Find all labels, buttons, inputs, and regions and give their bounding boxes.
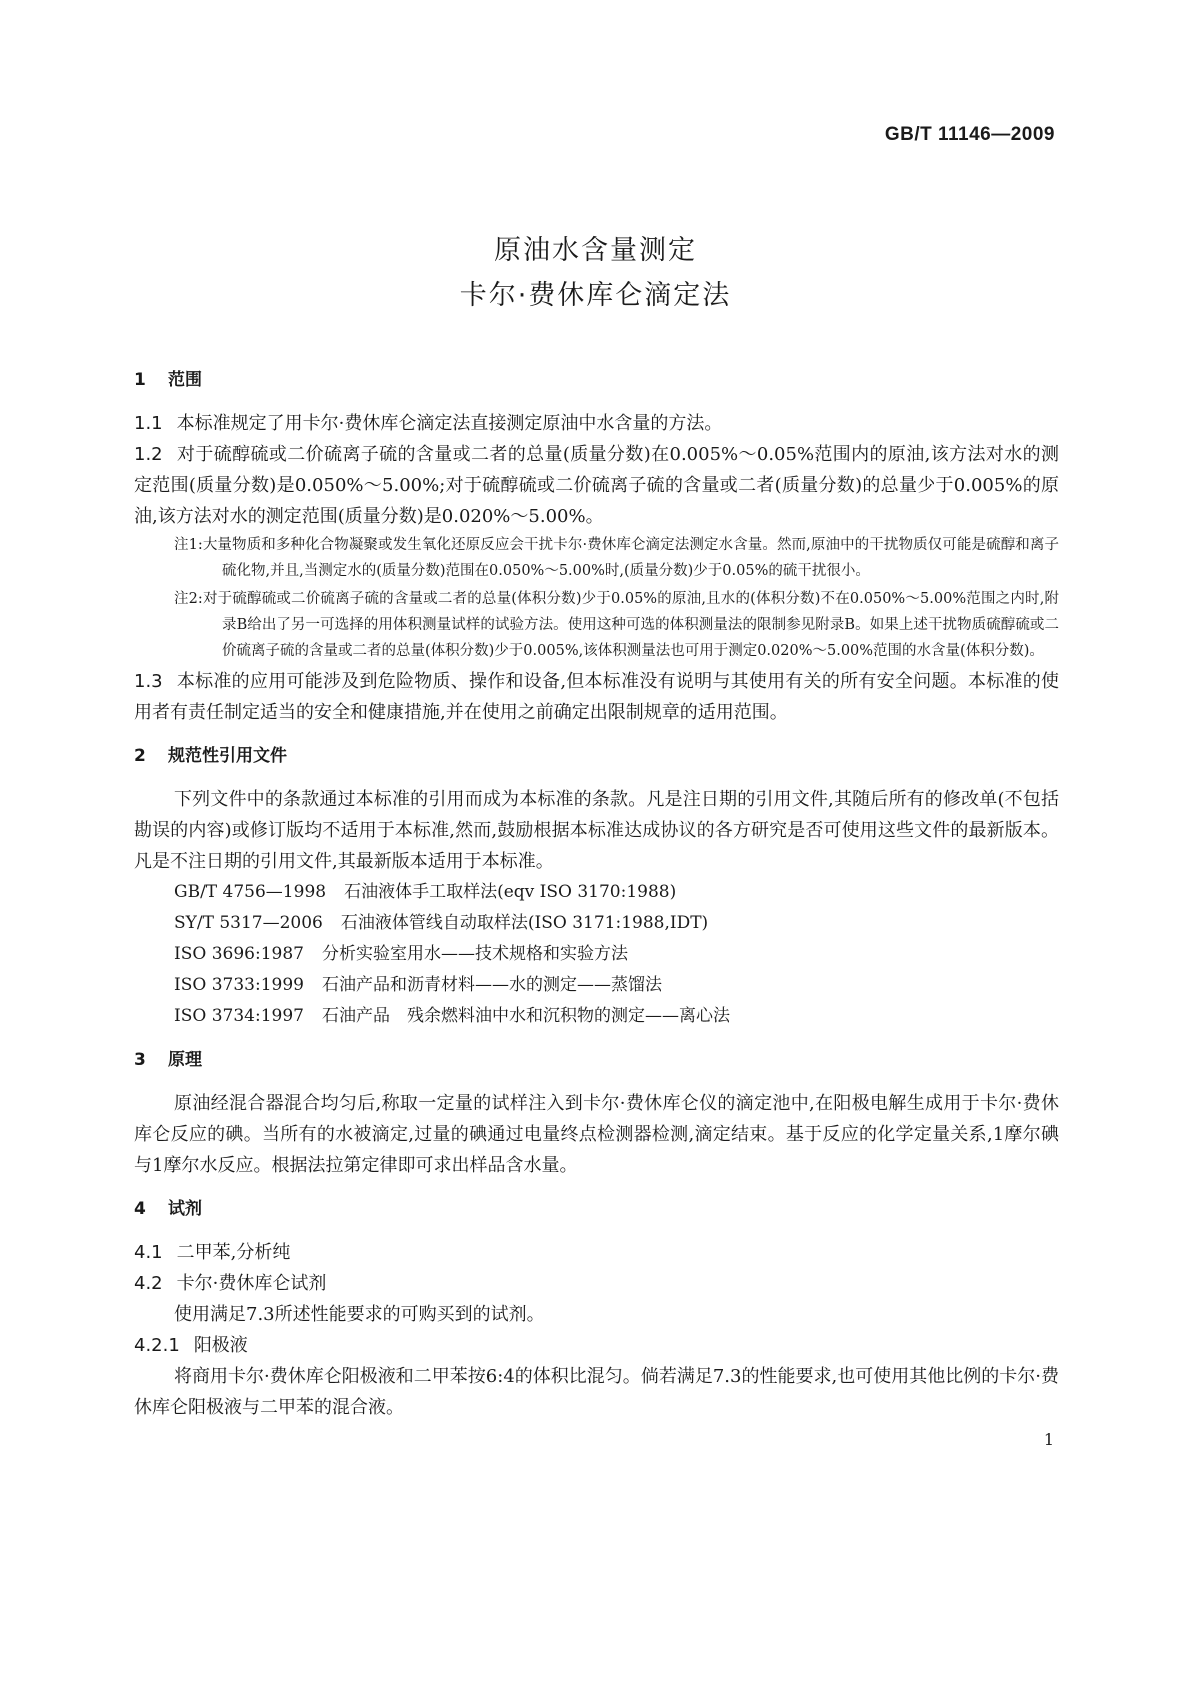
clause-text: 阳极液: [193, 1335, 248, 1356]
document-body: [134, 360, 1059, 1423]
reference-title: 石油液体手工取样法(eqv ISO 3170:1988): [344, 882, 677, 902]
clause-1-3: [134, 666, 1059, 728]
section-heading-scope: [134, 360, 1059, 400]
clause-text: 对于硫醇硫或二价硫离子硫的含量或二者的总量(质量分数)在0.005%～0.05%范围内的原油,该方法对水的测定范围(质量分数)是0.050%～5.00%;对于硫醇硫或二价硫离子硫的含量或二者(质量分数)的总量少于0.005%的原油,该方法对水的测定范围(质量分数)是0.020%～5.00%。: [134, 444, 1059, 527]
reference-code: ISO 3734:1997: [174, 1006, 304, 1026]
section-heading-reagents: [134, 1189, 1059, 1229]
clause-number: 4.2: [134, 1273, 163, 1294]
clause-text: 卡尔·费休库仑试剂: [176, 1273, 327, 1294]
note-1: 注1:大量物质和多种化合物凝聚或发生氧化还原反应会干扰卡尔·费休库仑滴定法测定水含量。然而,原油中的干扰物质仅可能是硫醇和离子硫化物,并且,当测定水的(质量分数)范围在0.050%～5.00%时,(质量分数)少于0.05%的硫干扰很小。: [174, 537, 1059, 579]
clause-4-2-body: 使用满足7.3所述性能要求的可购买到的试剂。: [174, 1304, 545, 1325]
reference-code: ISO 3696:1987: [174, 944, 304, 964]
section-title: 原理: [168, 1050, 202, 1070]
clause-4-1: [134, 1237, 1059, 1268]
reference-title: 分析实验室用水——技术规格和实验方法: [321, 944, 628, 964]
clause-text: 本标准规定了用卡尔·费休库仑滴定法直接测定原油中水含量的方法。: [176, 413, 723, 434]
clause-number: 1.3: [134, 671, 163, 692]
clause-number: 1.1: [134, 413, 163, 434]
reference-item: [134, 1001, 1059, 1032]
clause-4-2: [134, 1268, 1059, 1299]
section-number: 3: [134, 1050, 146, 1070]
section-number: 2: [134, 746, 146, 766]
clause-1-2: [134, 439, 1059, 532]
reference-title: 石油液体管线自动取样法(ISO 3171:1988,IDT): [340, 913, 709, 933]
reference-title: 石油产品 残余燃料油中水和沉积物的测定——离心法: [321, 1006, 730, 1026]
reference-item: [134, 877, 1059, 908]
reference-item: [134, 908, 1059, 939]
section-title: 规范性引用文件: [168, 746, 287, 766]
clause-4-2-1: [134, 1330, 1059, 1361]
section-title: 试剂: [168, 1199, 202, 1219]
note-2: 注2:对于硫醇硫或二价硫离子硫的含量或二者的总量(体积分数)少于0.05%的原油,且水的(体积分数)不在0.050%～5.00%范围之内时,附录B给出了另一可选择的用体积测量试样的试验方法。使用这种可选的体积测量法的限制参见附录B。如果上述干扰物质硫醇硫或二价硫离子硫的含量或二者的总量(体积分数)少于0.005%,该体积测量法也可用于测定0.020%～5.00%范围的水含量(体积分数)。: [174, 591, 1059, 659]
reference-title: 石油产品和沥青材料——水的测定——蒸馏法: [321, 975, 662, 995]
clause-number: 4.1: [134, 1242, 163, 1263]
clause-number: 4.2.1: [134, 1335, 180, 1356]
standard-code: GB/T 11146—2009: [884, 124, 1055, 145]
section-title: 范围: [168, 370, 202, 390]
page-number: 1: [1043, 1430, 1054, 1449]
clause-number: 1.2: [134, 444, 163, 465]
reference-code: GB/T 4756—1998: [174, 882, 327, 902]
clause-1-1: [134, 408, 1059, 439]
reference-item: [134, 939, 1059, 970]
clause-text: 二甲苯,分析纯: [176, 1242, 291, 1263]
references-intro: 下列文件中的条款通过本标准的引用而成为本标准的条款。凡是注日期的引用文件,其随后所有的修改单(不包括勘误的内容)或修订版均不适用于本标准,然而,鼓励根据本标准达成协议的各方研究是否可使用这些文件的最新版本。凡是不注日期的引用文件,其最新版本适用于本标准。: [134, 789, 1059, 872]
section-number: 1: [134, 370, 146, 390]
clause-4-2-1-body: 将商用卡尔·费休库仑阳极液和二甲苯按6:4的体积比混匀。倘若满足7.3的性能要求,也可使用其他比例的卡尔·费休库仑阳极液与二甲苯的混合液。: [134, 1366, 1059, 1418]
reference-code: SY/T 5317—2006: [174, 913, 323, 933]
clause-text: 本标准的应用可能涉及到危险物质、操作和设备,但本标准没有说明与其使用有关的所有安全问题。本标准的使用者有责任制定适当的安全和健康措施,并在使用之前确定出限制规章的适用范围。: [134, 671, 1059, 723]
title-line-2: 卡尔·费休库仑滴定法: [459, 280, 732, 311]
reference-item: [134, 970, 1059, 1001]
section-number: 4: [134, 1199, 146, 1219]
principle-body: 原油经混合器混合均匀后,称取一定量的试样注入到卡尔·费休库仑仪的滴定池中,在阳极电解生成用于卡尔·费休库仑反应的碘。当所有的水被滴定,过量的碘通过电量终点检测器检测,滴定结束。基于反应的化学定量关系,1摩尔碘与1摩尔水反应。根据法拉第定律即可求出样品含水量。: [134, 1093, 1059, 1176]
reference-code: ISO 3733:1999: [174, 975, 304, 995]
section-heading-normative-references: [134, 736, 1059, 776]
title-line-1: 原油水含量测定: [494, 235, 697, 266]
section-heading-principle: [134, 1040, 1059, 1080]
